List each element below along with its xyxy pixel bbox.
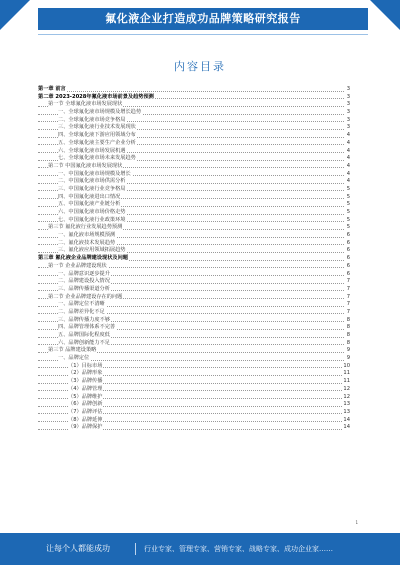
toc-entry-label: 七、全球氟化液市场未来发展趋势	[58, 155, 136, 162]
toc-entry-page: 4	[346, 147, 350, 154]
toc-entry-label: 第一节 全球氟化液市场发展现状	[48, 101, 123, 108]
toc-entry-page: 3	[346, 109, 350, 116]
toc-entry-label: （6）品牌创新	[68, 401, 103, 408]
toc-entry[interactable]	[38, 370, 350, 378]
toc-entry-label: 第三节 品牌建设策略	[48, 347, 97, 354]
toc-entry[interactable]	[38, 378, 350, 386]
toc-entry[interactable]	[38, 309, 350, 317]
footer-experts: 行业专家、管理专家、营销专家、战略专家、成功企业家……	[144, 545, 333, 553]
toc-entry[interactable]	[38, 386, 350, 394]
toc-entry[interactable]	[38, 209, 350, 217]
toc-entry-page: 11	[343, 378, 350, 385]
toc-entry-label: 第二节 中国氟化液市场发展现状	[48, 162, 123, 169]
toc-entry-label: 二、品牌差异化不足	[58, 308, 105, 315]
toc-entry[interactable]	[38, 201, 350, 209]
toc-entry-page: 6	[346, 239, 350, 246]
toc-entry-label: 四、品牌管理体系不完善	[58, 324, 116, 331]
toc-entry-label: （2）品牌形象	[68, 370, 103, 377]
footer-slogan: 让每个人都能成功	[46, 544, 110, 553]
toc-entry-page: 6	[346, 262, 350, 269]
toc-entry[interactable]	[38, 140, 350, 148]
report-title: 氟化液企业打造成功品牌策略研究报告	[38, 8, 368, 30]
toc-entry[interactable]	[38, 301, 350, 309]
toc-entry-label: （7）品牌评估	[68, 408, 103, 415]
toc-entry-label: 第二章 2023-2028年氟化液市场前景及趋势预测	[38, 93, 154, 100]
footer-bar	[0, 533, 400, 565]
toc-entry-page: 9	[346, 347, 350, 354]
toc-entry-page: 5	[346, 216, 350, 223]
toc-entry-label: 五、品牌国际化程度低	[58, 332, 110, 338]
toc-entry-page: 7	[346, 308, 350, 315]
toc-entry-label: 一、中国氟化液市场规模及增长	[58, 170, 131, 177]
footer-divider	[135, 543, 136, 555]
toc-entry-label: 二、全球氟化液市场竞争格局	[58, 116, 126, 123]
toc-entry-page: 4	[346, 132, 350, 139]
toc-entry[interactable]	[38, 178, 350, 186]
toc-entry-page: 13	[343, 401, 350, 408]
toc-entry-label: 二、氟化液技术发展趋势	[58, 239, 116, 246]
toc-entry-label: （8）品牌延伸	[68, 416, 103, 423]
toc-entry-page: 12	[343, 393, 350, 400]
toc-entry-page: 4	[346, 155, 350, 162]
toc-entry-page: 6	[346, 255, 350, 262]
toc-entry[interactable]	[38, 186, 350, 194]
toc-entry[interactable]	[38, 324, 350, 332]
toc-entry-page: 12	[343, 385, 350, 392]
toc-entry-page: 8	[346, 339, 350, 346]
toc-entry-page: 8	[346, 332, 350, 338]
header-corner-left	[0, 0, 30, 30]
toc-entry-label: 六、中国氟化液市场价格走势	[58, 209, 126, 215]
toc-entry-label: （4）品牌管理	[68, 385, 103, 392]
toc-entry[interactable]	[38, 332, 350, 340]
toc-entry-page: 8	[346, 324, 350, 331]
toc-entry-page: 5	[346, 201, 350, 208]
toc-entry-page: 6	[346, 270, 350, 277]
toc-entry-page: 14	[343, 424, 350, 431]
toc-entry-label: （9）品牌保护	[68, 424, 103, 431]
toc-entry-label: 第三节 氟化液行业发展趋势预测	[48, 224, 123, 231]
toc-entry[interactable]	[38, 409, 350, 417]
toc-entry-page: 13	[343, 408, 350, 415]
toc-entry[interactable]	[38, 163, 350, 171]
toc-entry[interactable]	[38, 232, 350, 240]
toc-entry-page: 3	[346, 86, 350, 92]
toc-entry-label: 三、氟化液应用领域拓展趋势	[58, 247, 126, 254]
toc-entry-label: 六、全球氟化液市场发展机遇	[58, 147, 126, 154]
toc-entry[interactable]	[38, 286, 350, 294]
toc-entry[interactable]	[38, 347, 350, 355]
toc-entry-page: 7	[346, 285, 350, 292]
toc-entry-label: 四、全球氟化液下游应用领域分布	[58, 132, 136, 139]
toc-entry-label: 三、品牌传播力度不够	[58, 316, 110, 323]
toc-entry-page: 7	[346, 278, 350, 285]
toc-entry-label: （1）目标市场	[68, 362, 103, 369]
toc-entry-page: 3	[346, 101, 350, 108]
toc-leader-dots	[38, 91, 344, 92]
toc-entry[interactable]	[38, 124, 350, 132]
toc-entry-page: 4	[346, 139, 350, 146]
toc-entry-page: 3	[346, 116, 350, 123]
toc-entry-page: 5	[346, 193, 350, 200]
report-header	[0, 0, 400, 38]
toc-entry-page: 10	[343, 362, 350, 369]
toc-entry-label: 第一节 企业品牌建设现状	[48, 262, 107, 269]
toc-entry-label: （5）品牌维护	[68, 393, 103, 400]
toc-entry-page: 7	[346, 301, 350, 308]
toc-entry-page: 5	[346, 224, 350, 231]
toc-entry-page: 4	[346, 178, 350, 185]
toc-entry[interactable]	[38, 263, 350, 271]
toc-entry-label: 一、品牌定位	[58, 355, 90, 362]
toc-entry-label: 五、中国氟化液产业链分析	[58, 201, 121, 208]
toc-entry-page: 7	[346, 293, 350, 300]
toc-entry[interactable]	[38, 155, 350, 163]
toc-entry[interactable]	[38, 247, 350, 255]
toc-entry-label: 四、中国氟化液进出口情况	[58, 193, 121, 200]
toc-entry-page: 4	[346, 170, 350, 177]
toc-entry-label: 第二节 企业品牌建设存在的问题	[48, 293, 123, 300]
toc-entry-label: （3）品牌传播	[68, 378, 103, 385]
page-number: 1	[355, 520, 358, 525]
toc-entry[interactable]	[38, 101, 350, 109]
toc-entry[interactable]	[38, 355, 350, 363]
header-rule	[38, 34, 368, 35]
toc-entry-label: 一、全球氟化液市场规模及增长趋势	[58, 109, 142, 116]
toc-entry[interactable]	[38, 401, 350, 409]
toc-entry-label: 第一章 前言	[38, 86, 66, 92]
toc-entry-page: 5	[346, 209, 350, 215]
toc-entry[interactable]	[38, 86, 350, 94]
toc-entry-label: 二、品牌建设投入情况	[58, 278, 110, 285]
toc-entry[interactable]	[38, 424, 350, 432]
toc-entry-label: 七、中国氟化液行业政策环境	[58, 216, 126, 223]
toc-entry-label: 六、品牌创新能力不足	[58, 339, 110, 346]
toc-entry[interactable]	[38, 132, 350, 140]
toc-entry-label: 三、全球氟化液行业技术发展现状	[58, 124, 136, 131]
toc-title: 内容目录	[174, 60, 226, 73]
toc-entry-page: 9	[346, 355, 350, 362]
toc-entry-page: 11	[343, 370, 350, 377]
toc-entry[interactable]	[38, 255, 350, 263]
toc-entry-label: 三、品牌传播渠道分析	[58, 285, 110, 292]
toc-entry-label: 一、品牌定位不清晰	[58, 301, 105, 308]
toc-entry-page: 3	[346, 124, 350, 131]
toc-entry-label: 一、品牌意识逐步提升	[58, 270, 110, 277]
toc-entry-page: 14	[343, 416, 350, 423]
toc-entry-label: 一、氟化液市场规模预测	[58, 232, 116, 239]
header-corner-right	[370, 0, 400, 30]
toc-entry[interactable]	[38, 224, 350, 232]
toc-entry[interactable]	[38, 109, 350, 117]
toc-entry-page: 5	[346, 185, 350, 192]
toc-entry-page: 6	[346, 232, 350, 239]
toc-entry-page: 8	[346, 316, 350, 323]
toc-entry-label: 二、中国氟化液市场供需分析	[58, 178, 126, 185]
toc-entry-page: 3	[346, 93, 350, 100]
table-of-contents	[38, 86, 350, 432]
toc-entry-page: 4	[346, 162, 350, 169]
toc-entry-page: 6	[346, 247, 350, 254]
toc-entry[interactable]	[38, 278, 350, 286]
toc-entry-label: 第三章 氟化液企业品牌建设现状及问题	[38, 255, 128, 262]
toc-entry-label: 三、中国氟化液行业竞争格局	[58, 185, 126, 192]
toc-entry-label: 五、全球氟化液主要生产企业分析	[58, 139, 136, 146]
